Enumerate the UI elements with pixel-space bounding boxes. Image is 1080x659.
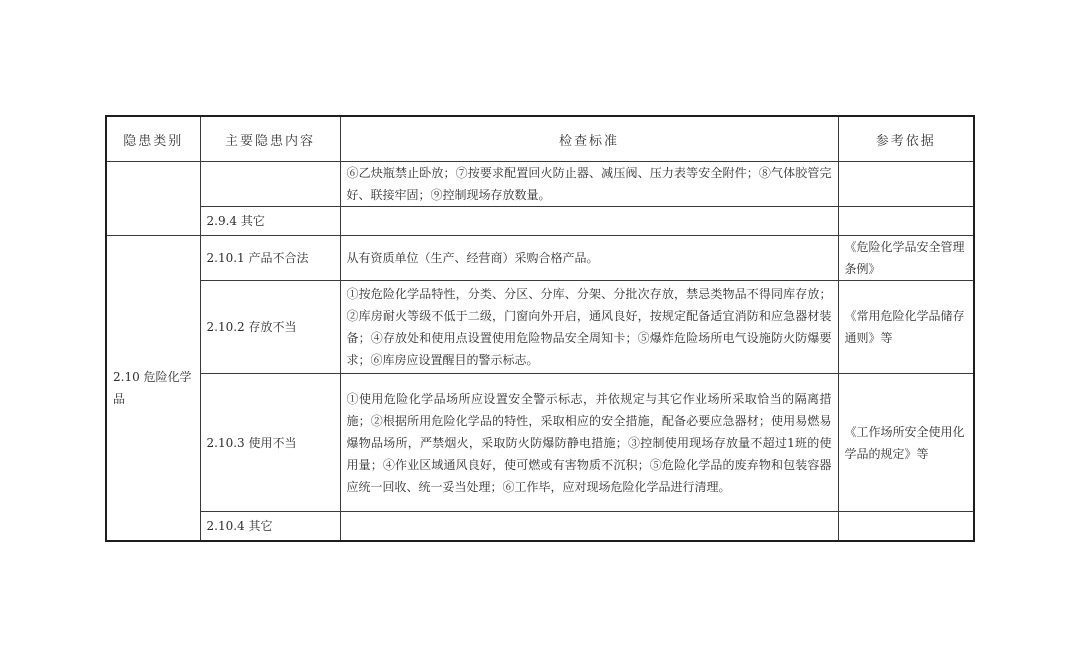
category-cell: 2.10 危险化学品 xyxy=(106,236,200,542)
reference-cell: 《常用危险化学品储存通则》等 xyxy=(838,281,974,374)
hazard-cell: 2.9.4 其它 xyxy=(200,207,340,236)
hazard-cell: 2.10.1 产品不合法 xyxy=(200,236,340,281)
table-row xyxy=(106,281,974,374)
table-row xyxy=(106,374,974,512)
reference-cell xyxy=(838,207,974,236)
reference-cell: 《工作场所安全使用化学品的规定》等 xyxy=(838,374,974,512)
standard-cell: ①按危险化学品特性，分类、分区、分库、分架、分批次存放，禁忌类物品不得同库存放；②库房耐火等级不低于二级，门窗向外开启，通风良好，按规定配备适宜消防和应急器材装备；④存放处和使用点设置使用危险物品安全周知卡；⑤爆炸危险场所电气设施防火防爆要求；⑥库房应设置醒目的警示标志。 xyxy=(340,281,838,374)
hazard-cell xyxy=(200,162,340,207)
header-hazard: 主要隐患内容 xyxy=(200,116,340,162)
reference-cell: 《危险化学品安全管理条例》 xyxy=(838,236,974,281)
standard-cell: ①使用危险化学品场所应设置安全警示标志，并依规定与其它作业场所采取恰当的隔离措施；②根据所用危险化学品的特性，采取相应的安全措施，配备必要应急器材；使用易燃易爆物品场所，严禁烟火，采取防火防爆防静电措施；③控制使用现场存放量不超过1班的使用量；④作业区域通风良好，使可燃或有害物质不沉积；⑤危险化学品的废弃物和包装容器应统一回收、统一妥当处理；⑥工作毕，应对现场危险化学品进行清理。 xyxy=(340,374,838,512)
hazard-cell: 2.10.4 其它 xyxy=(200,512,340,542)
hazard-cell: 2.10.3 使用不当 xyxy=(200,374,340,512)
table-header-row xyxy=(106,116,974,162)
reference-cell xyxy=(838,512,974,542)
table-row xyxy=(106,512,974,542)
table-row xyxy=(106,162,974,207)
header-reference: 参考依据 xyxy=(838,116,974,162)
standard-cell: ⑥乙炔瓶禁止卧放；⑦按要求配置回火防止器、减压阀、压力表等安全附件；⑧气体胶管完好、联接牢固；⑨控制现场存放数量。 xyxy=(340,162,838,207)
category-cell xyxy=(106,162,200,236)
standard-cell xyxy=(340,512,838,542)
table-row xyxy=(106,236,974,281)
header-category: 隐患类别 xyxy=(106,116,200,162)
table-row xyxy=(106,207,974,236)
document-page xyxy=(105,115,975,547)
hazard-cell: 2.10.2 存放不当 xyxy=(200,281,340,374)
standard-cell: 从有资质单位（生产、经营商）采购合格产品。 xyxy=(340,236,838,281)
standard-cell xyxy=(340,207,838,236)
reference-cell xyxy=(838,162,974,207)
header-standard: 检查标准 xyxy=(340,116,838,162)
hazard-inspection-table xyxy=(105,115,975,542)
